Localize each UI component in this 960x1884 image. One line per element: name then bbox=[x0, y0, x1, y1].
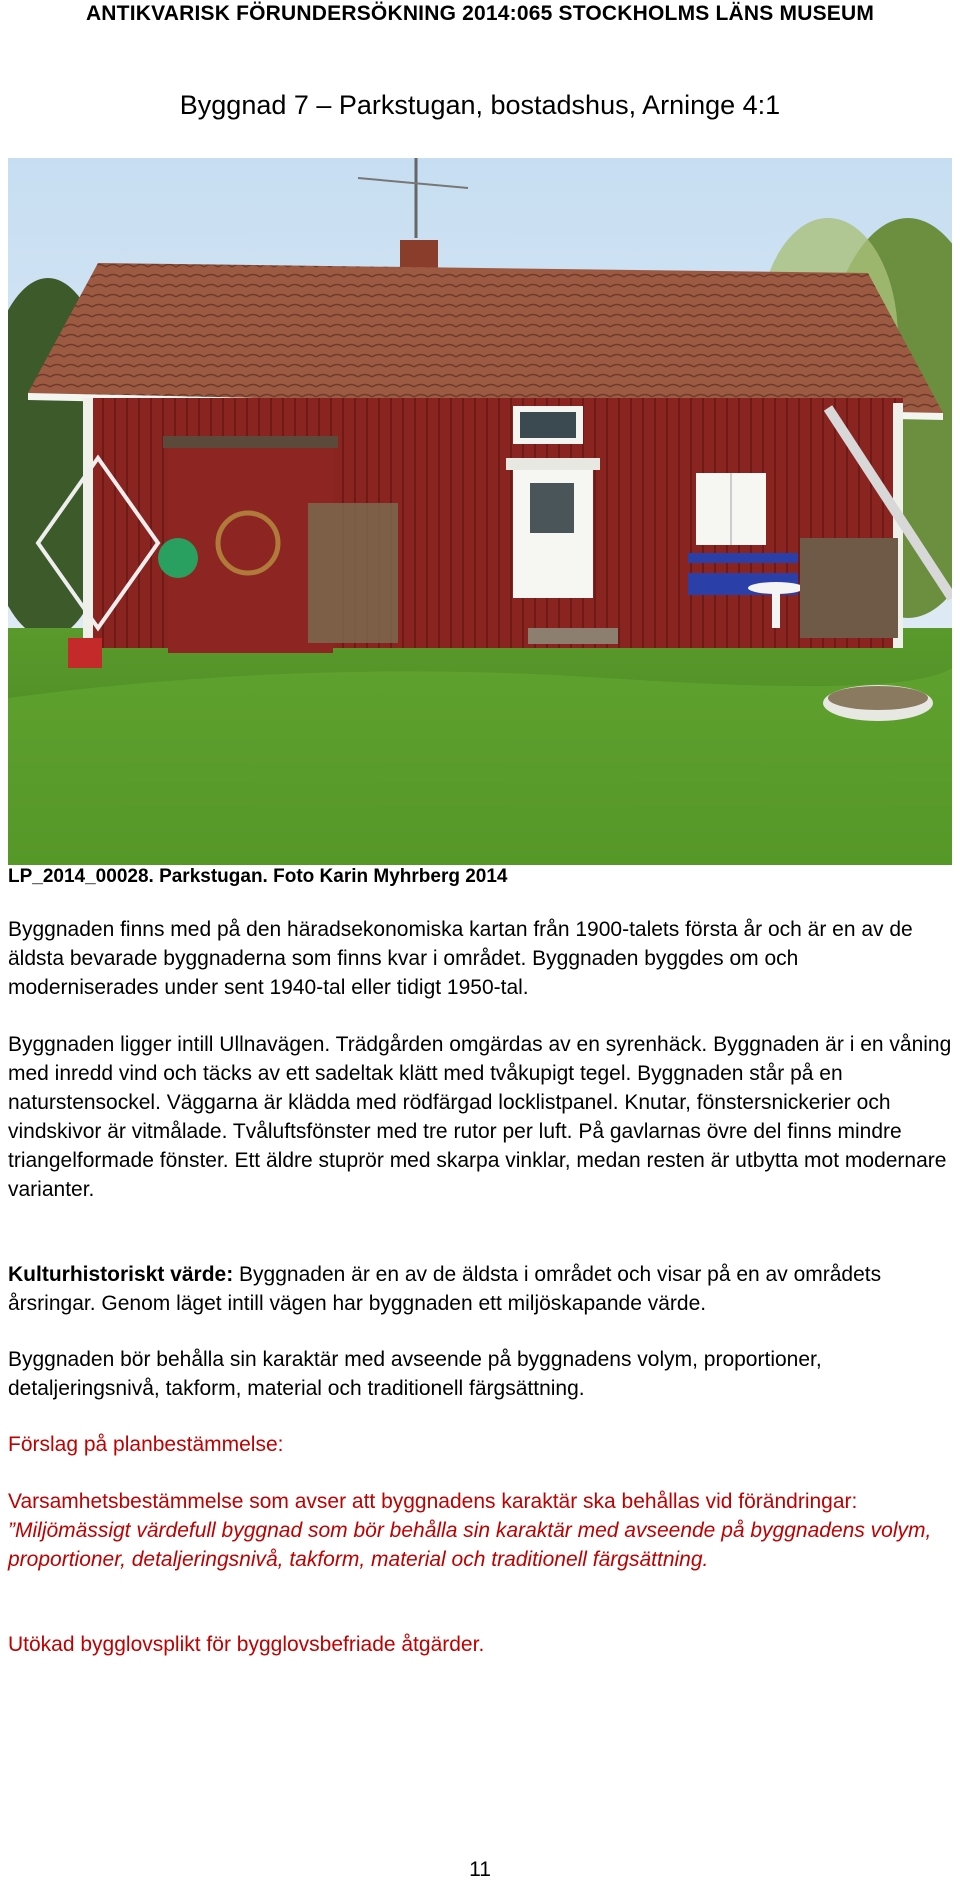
cultural-value-label: Kulturhistoriskt värde: bbox=[8, 1263, 234, 1286]
paragraph-permit: Utökad bygglovsplikt för bygglovsbefriade åtgärder. bbox=[8, 1633, 485, 1656]
page-title: Byggnad 7 – Parkstugan, bostadshus, Arninge 4:1 bbox=[179, 90, 781, 120]
cultural-value-text: Byggnaden är en av de äldsta i området och visar på en av områdets årsringar. Genom läget intill vägen har byggnaden ett miljöskapande värde. bbox=[8, 1263, 882, 1315]
paragraph-description: Byggnaden ligger intill Ullnavägen. Trädgården omgärdas av en syrenhäck. Byggnaden är i en våning med inredd vind och täcks av ett sadeltak klätt med tvåkupigt tegel. Byggnaden står på en naturstensockel. Väggarna är klädda med rödfärgad locklistpanel. Knutar, fönstersnickerier och vindskivor är vitmålade. Tvåluftsfönster med tre rutor per luft. På gavlarnas övre del finns mindre triangelformade fönster. Ett äldre stuprör med skarpa vinklar, medan resten är utbytta mot modernare varianter. bbox=[8, 1033, 952, 1201]
plan-proposal-heading: Förslag på planbestämmelse: bbox=[8, 1433, 284, 1456]
document-header: ANTIKVARISK FÖRUNDERSÖKNING 2014:065 STOCKHOLMS LÄNS MUSEUM bbox=[85, 2, 875, 25]
house-photo bbox=[8, 158, 952, 865]
paragraph-cultural-value bbox=[8, 1260, 952, 1318]
page-number: 11 bbox=[469, 1858, 491, 1881]
paragraph-history: Byggnaden finns med på den häradsekonomiska kartan från 1900-talets första år och är en av de äldsta bevarade byggnaderna som finns kvar i området. Byggnaden byggdes om och moderniserades under sent 1940-tal eller tidigt 1950-tal. bbox=[8, 918, 913, 999]
paragraph-character: Byggnaden bör behålla sin karaktär med avseende på byggnadens volym, proportioner, detaljeringsnivå, takform, material och traditionell färgsättning. bbox=[8, 1348, 822, 1400]
regulation-text: Varsamhetsbestämmelse som avser att byggnadens karaktär ska behållas vid förändringar: bbox=[8, 1490, 858, 1513]
photo-caption: LP_2014_00028. Parkstugan. Foto Karin Myhrberg 2014 bbox=[8, 866, 508, 887]
paragraph-regulation bbox=[8, 1487, 952, 1574]
regulation-quote: ”Miljömässigt värdefull byggnad som bör behålla sin karaktär med avseende på byggnadens volym, proportioner, detaljeringsnivå, takform, material och traditionell färgsättning. bbox=[8, 1519, 932, 1571]
